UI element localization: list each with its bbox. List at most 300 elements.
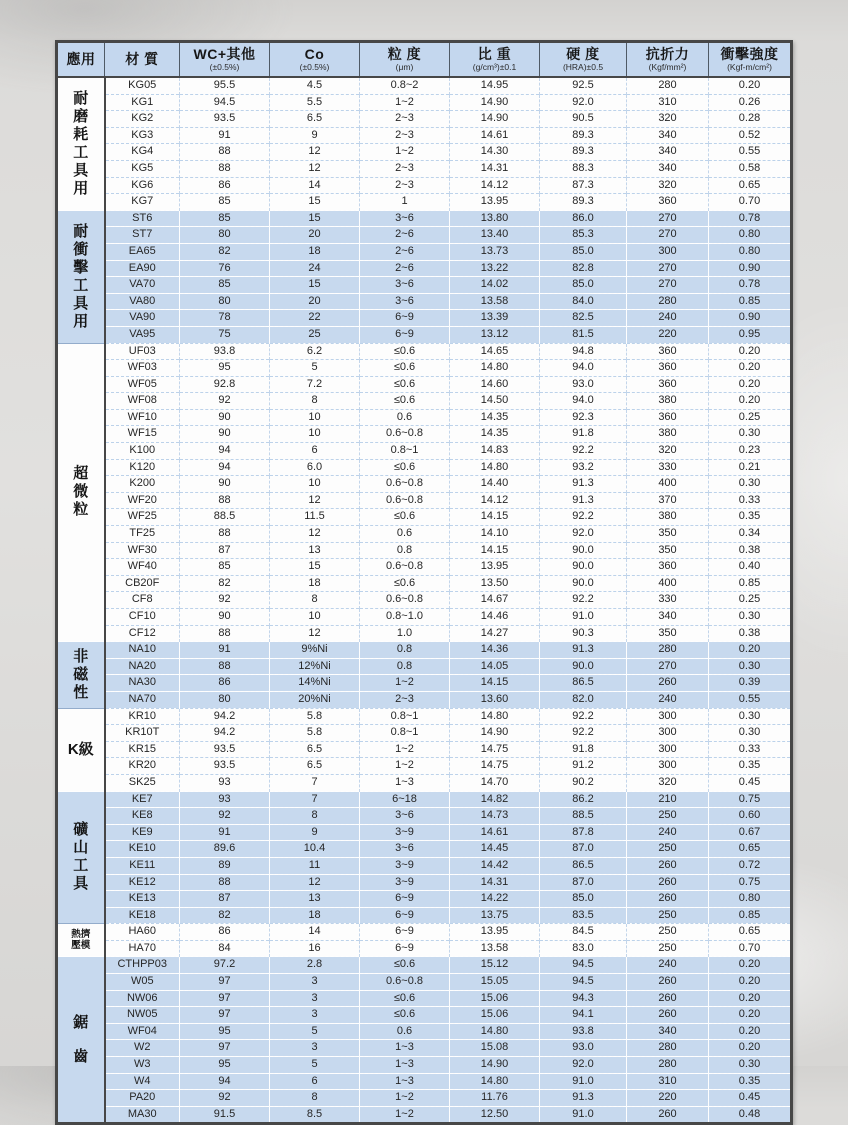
table-row — [57, 857, 792, 874]
cell-grain_size: 2~3 — [360, 160, 450, 177]
cell-wc_other: 92 — [180, 592, 270, 609]
cell-wc_other: 76 — [180, 260, 270, 277]
cell-trs: 260 — [627, 857, 709, 874]
cell-specific_gravity: 14.36 — [450, 642, 540, 659]
group-label-saw-teeth: 鋸 齒 — [57, 957, 105, 1124]
cell-hardness: 91.3 — [540, 642, 627, 659]
cell-wc_other: 82 — [180, 575, 270, 592]
cell-grain_size: 1.0 — [360, 625, 450, 642]
cell-specific_gravity: 14.95 — [450, 77, 540, 94]
cell-specific_gravity: 14.50 — [450, 393, 540, 410]
cell-hardness: 94.8 — [540, 343, 627, 360]
cell-wc_other: 88.5 — [180, 509, 270, 526]
table-row — [57, 1090, 792, 1107]
cell-wc_other: 94.5 — [180, 94, 270, 111]
cell-impact: 0.95 — [709, 326, 792, 343]
cell-hardness: 85.0 — [540, 243, 627, 260]
cell-hardness: 92.2 — [540, 708, 627, 725]
table-row — [57, 260, 792, 277]
cell-impact: 0.78 — [709, 277, 792, 294]
cell-trs: 300 — [627, 708, 709, 725]
cell-impact: 0.33 — [709, 741, 792, 758]
cell-impact: 0.30 — [709, 426, 792, 443]
cell-impact: 0.65 — [709, 177, 792, 194]
cell-specific_gravity: 13.22 — [450, 260, 540, 277]
cell-specific_gravity: 13.80 — [450, 210, 540, 227]
cell-hardness: 86.5 — [540, 857, 627, 874]
cell-hardness: 87.0 — [540, 874, 627, 891]
cell-hardness: 92.2 — [540, 509, 627, 526]
cell-material: W2 — [105, 1040, 180, 1057]
cell-co: 6.5 — [270, 758, 360, 775]
table-row — [57, 509, 792, 526]
table-row — [57, 310, 792, 327]
cell-trs: 310 — [627, 94, 709, 111]
cell-co: 3 — [270, 990, 360, 1007]
table-row — [57, 675, 792, 692]
cell-trs: 300 — [627, 741, 709, 758]
cell-hardness: 94.5 — [540, 974, 627, 991]
cell-trs: 340 — [627, 1023, 709, 1040]
cell-wc_other: 90 — [180, 609, 270, 626]
cell-trs: 240 — [627, 957, 709, 974]
cell-co: 11 — [270, 857, 360, 874]
cell-trs: 330 — [627, 592, 709, 609]
cell-grain_size: 1~2 — [360, 1106, 450, 1124]
cell-co: 4.5 — [270, 77, 360, 94]
table-row — [57, 360, 792, 377]
cell-co: 8.5 — [270, 1106, 360, 1124]
cell-impact: 0.28 — [709, 111, 792, 128]
cell-specific_gravity: 12.50 — [450, 1106, 540, 1124]
col-header-unit: (μm) — [395, 62, 414, 72]
cell-grain_size: 1~3 — [360, 774, 450, 791]
cell-impact: 0.20 — [709, 343, 792, 360]
cell-grain_size: 3~6 — [360, 841, 450, 858]
cell-grain_size: ≤0.6 — [360, 990, 450, 1007]
cell-hardness: 92.3 — [540, 409, 627, 426]
cell-co: 13 — [270, 542, 360, 559]
cell-material: KE7 — [105, 791, 180, 808]
table-row — [57, 492, 792, 509]
cell-co: 7 — [270, 791, 360, 808]
cell-trs: 250 — [627, 940, 709, 957]
cell-co: 14%Ni — [270, 675, 360, 692]
cell-material: NA20 — [105, 658, 180, 675]
table-row — [57, 127, 792, 144]
table-row — [57, 658, 792, 675]
cell-wc_other: 88 — [180, 874, 270, 891]
cell-specific_gravity: 14.35 — [450, 426, 540, 443]
cell-wc_other: 92 — [180, 393, 270, 410]
cell-co: 18 — [270, 575, 360, 592]
table-row — [57, 874, 792, 891]
cell-material: NA10 — [105, 642, 180, 659]
cell-specific_gravity: 14.42 — [450, 857, 540, 874]
cell-grain_size: 3~6 — [360, 808, 450, 825]
cell-co: 3 — [270, 974, 360, 991]
cell-grain_size: 0.8~2 — [360, 77, 450, 94]
col-header-impact — [709, 42, 792, 78]
cell-specific_gravity: 13.95 — [450, 559, 540, 576]
cell-hardness: 90.2 — [540, 774, 627, 791]
table-row — [57, 1007, 792, 1024]
cell-material: KG7 — [105, 194, 180, 211]
cell-impact: 0.21 — [709, 459, 792, 476]
cell-material: KG1 — [105, 94, 180, 111]
cell-trs: 220 — [627, 326, 709, 343]
cell-wc_other: 94.2 — [180, 725, 270, 742]
cell-material: WF20 — [105, 492, 180, 509]
col-header-wc_other — [180, 42, 270, 78]
table-row — [57, 459, 792, 476]
cell-trs: 360 — [627, 559, 709, 576]
table-row — [57, 708, 792, 725]
cell-co: 6.0 — [270, 459, 360, 476]
cell-specific_gravity: 14.46 — [450, 609, 540, 626]
table-row — [57, 526, 792, 543]
cell-wc_other: 85 — [180, 559, 270, 576]
cell-grain_size: 1~3 — [360, 1040, 450, 1057]
cell-grain_size: 2~3 — [360, 691, 450, 708]
cell-impact: 0.38 — [709, 542, 792, 559]
cell-material: VA80 — [105, 293, 180, 310]
cell-grain_size: ≤0.6 — [360, 957, 450, 974]
cell-specific_gravity: 14.12 — [450, 492, 540, 509]
table-row — [57, 393, 792, 410]
cell-co: 9 — [270, 127, 360, 144]
cell-wc_other: 92 — [180, 1090, 270, 1107]
cell-specific_gravity: 13.39 — [450, 310, 540, 327]
cell-co: 12 — [270, 144, 360, 161]
cell-impact: 0.45 — [709, 1090, 792, 1107]
cell-specific_gravity: 14.90 — [450, 1057, 540, 1074]
cell-grain_size: 1~3 — [360, 1073, 450, 1090]
cell-wc_other: 88 — [180, 658, 270, 675]
cell-impact: 0.30 — [709, 1057, 792, 1074]
cell-hardness: 92.2 — [540, 725, 627, 742]
cell-grain_size: 0.6~0.8 — [360, 559, 450, 576]
cell-hardness: 84.0 — [540, 293, 627, 310]
cell-trs: 360 — [627, 343, 709, 360]
cell-material: CF10 — [105, 609, 180, 626]
col-header-unit: (Kgf/mm²) — [648, 62, 687, 72]
cell-trs: 360 — [627, 376, 709, 393]
cell-co: 14 — [270, 177, 360, 194]
cell-wc_other: 93.5 — [180, 758, 270, 775]
cell-wc_other: 95 — [180, 1057, 270, 1074]
cell-co: 3 — [270, 1007, 360, 1024]
cell-co: 24 — [270, 260, 360, 277]
cell-impact: 0.70 — [709, 194, 792, 211]
cell-trs: 240 — [627, 824, 709, 841]
cell-specific_gravity: 14.67 — [450, 592, 540, 609]
cell-impact: 0.90 — [709, 310, 792, 327]
cell-specific_gravity: 14.80 — [450, 360, 540, 377]
cell-material: MA30 — [105, 1106, 180, 1124]
cell-trs: 270 — [627, 260, 709, 277]
cell-co: 20 — [270, 227, 360, 244]
cell-trs: 360 — [627, 360, 709, 377]
cell-hardness: 94.0 — [540, 360, 627, 377]
cell-specific_gravity: 14.80 — [450, 459, 540, 476]
cell-co: 6 — [270, 443, 360, 460]
cell-grain_size: 3~6 — [360, 277, 450, 294]
table-row — [57, 642, 792, 659]
cell-material: KG4 — [105, 144, 180, 161]
cell-co: 9 — [270, 824, 360, 841]
cell-wc_other: 97.2 — [180, 957, 270, 974]
cell-impact: 0.38 — [709, 625, 792, 642]
table-row — [57, 808, 792, 825]
cell-trs: 250 — [627, 924, 709, 941]
col-header-unit: (±0.5%) — [299, 62, 330, 72]
cell-material: NA30 — [105, 675, 180, 692]
cell-grain_size: 3~6 — [360, 210, 450, 227]
cell-hardness: 86.0 — [540, 210, 627, 227]
cell-co: 15 — [270, 210, 360, 227]
col-header-application — [57, 42, 105, 78]
cell-grain_size: 3~6 — [360, 293, 450, 310]
cell-specific_gravity: 14.80 — [450, 708, 540, 725]
cell-hardness: 89.3 — [540, 144, 627, 161]
cell-wc_other: 90 — [180, 409, 270, 426]
header-row — [57, 42, 792, 78]
cell-material: UF03 — [105, 343, 180, 360]
cell-material: NA70 — [105, 691, 180, 708]
cell-material: PA20 — [105, 1090, 180, 1107]
cell-material: EA65 — [105, 243, 180, 260]
table-row — [57, 741, 792, 758]
table-header — [57, 42, 792, 78]
cell-hardness: 90.0 — [540, 559, 627, 576]
cell-hardness: 87.0 — [540, 841, 627, 858]
cell-specific_gravity: 13.58 — [450, 293, 540, 310]
cell-trs: 260 — [627, 675, 709, 692]
cell-material: KE11 — [105, 857, 180, 874]
cell-impact: 0.20 — [709, 1023, 792, 1040]
group-label-hot-extrusion-dies: 熱擠 壓模 — [57, 924, 105, 957]
cell-material: VA90 — [105, 310, 180, 327]
cell-specific_gravity: 14.90 — [450, 111, 540, 128]
cell-hardness: 91.8 — [540, 741, 627, 758]
cell-trs: 220 — [627, 1090, 709, 1107]
cell-co: 15 — [270, 559, 360, 576]
cell-hardness: 85.0 — [540, 277, 627, 294]
cell-wc_other: 85 — [180, 277, 270, 294]
cell-specific_gravity: 14.65 — [450, 343, 540, 360]
cell-grain_size: 1~2 — [360, 741, 450, 758]
cell-trs: 340 — [627, 144, 709, 161]
cell-hardness: 90.3 — [540, 625, 627, 642]
cell-grain_size: 1~2 — [360, 675, 450, 692]
cell-specific_gravity: 13.75 — [450, 907, 540, 924]
cell-specific_gravity: 14.15 — [450, 509, 540, 526]
cell-grain_size: 6~9 — [360, 310, 450, 327]
table-row — [57, 409, 792, 426]
cell-specific_gravity: 14.90 — [450, 94, 540, 111]
cell-grain_size: 0.6 — [360, 409, 450, 426]
cell-hardness: 91.3 — [540, 492, 627, 509]
cell-grain_size: 3~9 — [360, 857, 450, 874]
table-row — [57, 160, 792, 177]
cell-trs: 280 — [627, 1040, 709, 1057]
cell-impact: 0.30 — [709, 725, 792, 742]
cell-grain_size: 3~9 — [360, 874, 450, 891]
group-label-ultrafine-grain: 超 微 粒 — [57, 343, 105, 642]
cell-trs: 320 — [627, 111, 709, 128]
cell-grain_size: 2~6 — [360, 260, 450, 277]
cell-wc_other: 84 — [180, 940, 270, 957]
cell-hardness: 92.0 — [540, 1057, 627, 1074]
cell-co: 13 — [270, 891, 360, 908]
cell-grain_size: 3~9 — [360, 824, 450, 841]
cell-material: NW05 — [105, 1007, 180, 1024]
table-row — [57, 957, 792, 974]
spec-table — [55, 40, 793, 1125]
cell-hardness: 92.5 — [540, 77, 627, 94]
table-row — [57, 609, 792, 626]
table-row — [57, 592, 792, 609]
cell-hardness: 92.2 — [540, 443, 627, 460]
cell-co: 12 — [270, 874, 360, 891]
cell-hardness: 91.3 — [540, 476, 627, 493]
cell-material: TF25 — [105, 526, 180, 543]
cell-impact: 0.60 — [709, 808, 792, 825]
cell-hardness: 82.8 — [540, 260, 627, 277]
col-header-label: 衝擊強度 — [720, 46, 779, 62]
cell-impact: 0.90 — [709, 260, 792, 277]
cell-grain_size: 1~2 — [360, 1090, 450, 1107]
cell-material: HA70 — [105, 940, 180, 957]
cell-specific_gravity: 14.22 — [450, 891, 540, 908]
cell-material: SK25 — [105, 774, 180, 791]
cell-wc_other: 93 — [180, 774, 270, 791]
cell-wc_other: 78 — [180, 310, 270, 327]
cell-co: 12 — [270, 492, 360, 509]
col-header-grain_size — [360, 42, 450, 78]
col-header-specific_gravity — [450, 42, 540, 78]
cell-co: 5 — [270, 360, 360, 377]
table-row — [57, 1073, 792, 1090]
cell-impact: 0.20 — [709, 642, 792, 659]
cell-trs: 210 — [627, 791, 709, 808]
cell-trs: 320 — [627, 443, 709, 460]
cell-material: KE9 — [105, 824, 180, 841]
cell-trs: 280 — [627, 293, 709, 310]
cell-hardness: 90.0 — [540, 575, 627, 592]
table-row — [57, 243, 792, 260]
cell-grain_size: ≤0.6 — [360, 360, 450, 377]
col-header-co — [270, 42, 360, 78]
cell-hardness: 85.0 — [540, 891, 627, 908]
cell-trs: 280 — [627, 77, 709, 94]
cell-grain_size: 0.6 — [360, 1023, 450, 1040]
col-header-material — [105, 42, 180, 78]
cell-material: CF12 — [105, 625, 180, 642]
group-label-mining-tools: 礦 山 工 具 — [57, 791, 105, 924]
cell-material: CF8 — [105, 592, 180, 609]
cell-impact: 0.65 — [709, 924, 792, 941]
cell-specific_gravity: 14.75 — [450, 741, 540, 758]
table-row — [57, 144, 792, 161]
cell-impact: 0.85 — [709, 293, 792, 310]
cell-wc_other: 92 — [180, 808, 270, 825]
cell-material: WF15 — [105, 426, 180, 443]
cell-grain_size: 0.6~0.8 — [360, 592, 450, 609]
cell-co: 14 — [270, 924, 360, 941]
cell-material: KE10 — [105, 841, 180, 858]
cell-impact: 0.67 — [709, 824, 792, 841]
cell-hardness: 93.0 — [540, 1040, 627, 1057]
cell-co: 15 — [270, 194, 360, 211]
cell-wc_other: 75 — [180, 326, 270, 343]
cell-hardness: 83.5 — [540, 907, 627, 924]
cell-material: ST6 — [105, 210, 180, 227]
cell-wc_other: 82 — [180, 243, 270, 260]
cell-material: EA90 — [105, 260, 180, 277]
cell-material: WF08 — [105, 393, 180, 410]
table-row — [57, 841, 792, 858]
cell-hardness: 91.2 — [540, 758, 627, 775]
cell-impact: 0.75 — [709, 874, 792, 891]
cell-trs: 400 — [627, 476, 709, 493]
col-header-label: 材 質 — [125, 51, 159, 67]
cell-specific_gravity: 13.95 — [450, 924, 540, 941]
col-header-label: 抗折力 — [645, 46, 690, 62]
cell-grain_size: 2~6 — [360, 227, 450, 244]
cell-wc_other: 91 — [180, 824, 270, 841]
col-header-unit: (±0.5%) — [209, 62, 240, 72]
cell-specific_gravity: 15.08 — [450, 1040, 540, 1057]
cell-material: WF03 — [105, 360, 180, 377]
cell-hardness: 91.0 — [540, 1073, 627, 1090]
table-row — [57, 227, 792, 244]
cell-grain_size: 1 — [360, 194, 450, 211]
cell-specific_gravity: 13.60 — [450, 691, 540, 708]
cell-trs: 310 — [627, 1073, 709, 1090]
cell-co: 6.2 — [270, 343, 360, 360]
table-row — [57, 990, 792, 1007]
cell-wc_other: 94 — [180, 443, 270, 460]
cell-hardness: 87.3 — [540, 177, 627, 194]
cell-specific_gravity: 14.10 — [450, 526, 540, 543]
cell-specific_gravity: 14.31 — [450, 160, 540, 177]
cell-impact: 0.30 — [709, 609, 792, 626]
group-label-impact-resistant-tools: 耐 衝 擊 工 具 用 — [57, 210, 105, 343]
cell-material: KG3 — [105, 127, 180, 144]
cell-co: 5 — [270, 1023, 360, 1040]
cell-impact: 0.72 — [709, 857, 792, 874]
cell-specific_gravity: 14.12 — [450, 177, 540, 194]
cell-trs: 260 — [627, 974, 709, 991]
table-row — [57, 559, 792, 576]
cell-co: 2.8 — [270, 957, 360, 974]
cell-material: KG2 — [105, 111, 180, 128]
table-row — [57, 542, 792, 559]
cell-trs: 300 — [627, 243, 709, 260]
cell-trs: 330 — [627, 459, 709, 476]
cell-grain_size: 0.8 — [360, 658, 450, 675]
cell-material: KR10T — [105, 725, 180, 742]
cell-wc_other: 80 — [180, 227, 270, 244]
cell-trs: 270 — [627, 658, 709, 675]
cell-impact: 0.65 — [709, 841, 792, 858]
cell-hardness: 93.8 — [540, 1023, 627, 1040]
cell-co: 3 — [270, 1040, 360, 1057]
cell-material: W3 — [105, 1057, 180, 1074]
cell-material: K200 — [105, 476, 180, 493]
